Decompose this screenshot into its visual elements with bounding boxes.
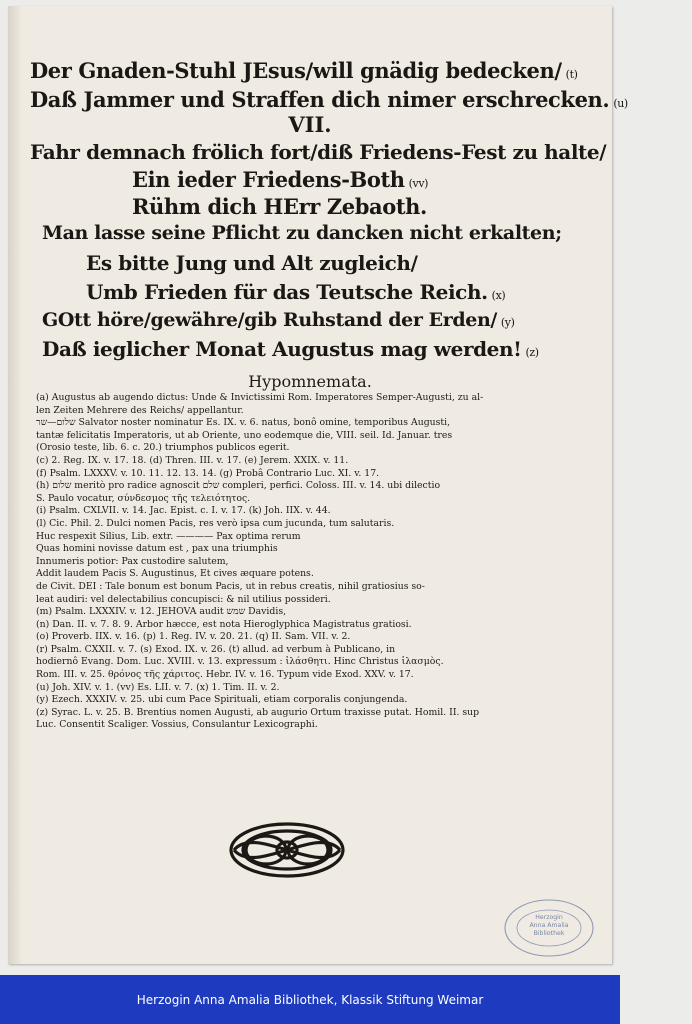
note-line: leat audiri: vel delectabilius concupisci: & nil utilius possideri. <box>36 593 331 605</box>
note-line: (n) Dan. II. v. 7. 8. 9. Arbor hæcce, est nota Hieroglyphica Magistratus gratiosi. <box>36 618 412 630</box>
note-line: (z) Syrac. L. v. 25. B. Brentius nomen Augusti, ab augurio Ortum traxisse putat. Homil. II. sup <box>36 706 480 718</box>
note-line: (h) שלום meritò pro radice agnoscit שלם compleri, perfici. Coloss. III. v. 14. ubi dilectio <box>36 480 441 492</box>
note-line: (m) Psalm. LXXXIV. v. 12. JEHOVA audit שמש Davidis, <box>36 606 287 618</box>
footer-bar <box>0 975 620 1024</box>
note-line: hodiernô Evang. Dom. Luc. XVIII. v. 13. expressum : ἱλάσθητι. Hinc Christus ἱλασμὸς. <box>36 656 444 668</box>
footer-credit: Herzogin Anna Amalia Bibliothek, Klassik Stiftung Weimar <box>136 993 484 1007</box>
verse-line-6: Man lasse seine Pflicht zu dancken nicht erkalten; <box>42 222 562 244</box>
note-line: (y) Ezech. XXXIV. v. 25. ubi cum Pace Spirituali, etiam corporalis conjungenda. <box>36 694 408 706</box>
page-binding-shadow <box>8 6 22 964</box>
verse-line-7: Es bitte Jung und Alt zugleich/ <box>86 251 418 275</box>
verse-line-8: Umb Frieden für das Teutsche Reich. (x) <box>86 280 506 304</box>
note-line: tantæ felicitatis Imperatoris, ut ab Oriente, uno eodemque die, VIII. seil. Id. Januar. tres <box>36 429 453 441</box>
note-line: (u) Joh. XIV. v. 1. (vv) Es. LII. v. 7. (x) 1. Tim. II. v. 2. <box>36 681 280 693</box>
note-line: (l) Cic. Phil. 2. Dulci nomen Pacis, res verò ipsa cum jucunda, tum salutaris. <box>36 517 395 529</box>
note-line: (f) Psalm. LXXXV. v. 10. 11. 12. 13. 14. (g) Probâ Contrario Luc. XI. v. 17. <box>36 467 380 479</box>
note-line: Innumeris potior: Pax custodire salutem, <box>36 555 229 567</box>
note-line: (Orosio teste, lib. 6. c. 20.) triumphos publicos egerit. <box>36 442 290 454</box>
note-line: Quas homini novisse datum est , pax una triumphis <box>36 543 278 555</box>
note-line: Addit laudem Pacis S. Augustinus, Et cives æquare potens. <box>36 568 314 580</box>
verse-line-5: Rühm dich HErr Zebaoth. <box>132 194 427 219</box>
note-line: (a) Augustus ab augendo dictus: Unde & Invictissimi Rom. Imperatores Semper-Augusti, zu al- <box>36 392 484 403</box>
notes-heading: Hypomnemata. <box>248 372 372 391</box>
verse-line-4: Ein ieder Friedens-Both (vv) <box>132 167 429 192</box>
knot-ornament-icon <box>226 818 348 882</box>
note-line: Luc. Consentit Scaliger. Vossius, Consulantur Lexicographi. <box>36 719 318 731</box>
verse-line-10: Daß ieglicher Monat Augustus mag werden! (z) <box>42 337 539 361</box>
library-stamp-text: Herzogin Anna Amalia Bibliothek <box>529 914 569 937</box>
verse-line-1: Der Gnaden-Stuhl JEsus/will gnädig bedecken/ (t) <box>30 58 578 83</box>
note-line: שלום—שר Salvator noster nominatur Es. IX. v. 6. natus, bonô omine, temporibus Augusti, <box>36 417 451 429</box>
footnotes-block <box>36 392 536 732</box>
verse-line-2: Daß Jammer und Straffen dich nimer erschrecken. (u) <box>30 87 628 112</box>
note-line: len Zeiten Mehrere des Reichs/ appellantur. <box>36 404 244 416</box>
note-line: (i) Psalm. CXLVII. v. 14. Jac. Epist. c. I. v. 17. (k) Joh. IIX. v. 44. <box>36 505 331 517</box>
note-line: (o) Proverb. IIX. v. 16. (p) 1. Reg. IV. v. 20. 21. (q) II. Sam. VII. v. 2. <box>36 631 351 643</box>
verse-line-3: Fahr demnach frölich fort/diß Friedens-Fest zu halte/ <box>30 140 607 164</box>
note-line: S. Paulo vocatur, σύνδεσμος τῆς τελειότητος. <box>36 492 251 504</box>
note-line: (c) 2. Reg. IX. v. 17. 18. (d) Thren. III. v. 17. (e) Jerem. XXIX. v. 11. <box>36 454 349 466</box>
section-number: VII. <box>288 112 332 137</box>
verse-line-9: GOtt höre/gewähre/gib Ruhstand der Erden/ (y) <box>42 309 515 331</box>
note-line: Huc respexit Silius, Lib. extr. ———— Pax optima rerum <box>36 530 301 542</box>
note-line: (r) Psalm. CXXII. v. 7. (s) Exod. IX. v. 26. (t) allud. ad verbum à Publicano, in <box>36 643 396 655</box>
note-line: de Civit. DEI : Tale bonum est bonum Pacis, ut in rebus creatis, nihil gratiosius so- <box>36 580 425 592</box>
note-line: Rom. III. v. 25. θρόνος τῆς χάριτος. Hebr. IV. v. 16. Typum vide Exod. XXV. v. 17. <box>36 669 414 681</box>
